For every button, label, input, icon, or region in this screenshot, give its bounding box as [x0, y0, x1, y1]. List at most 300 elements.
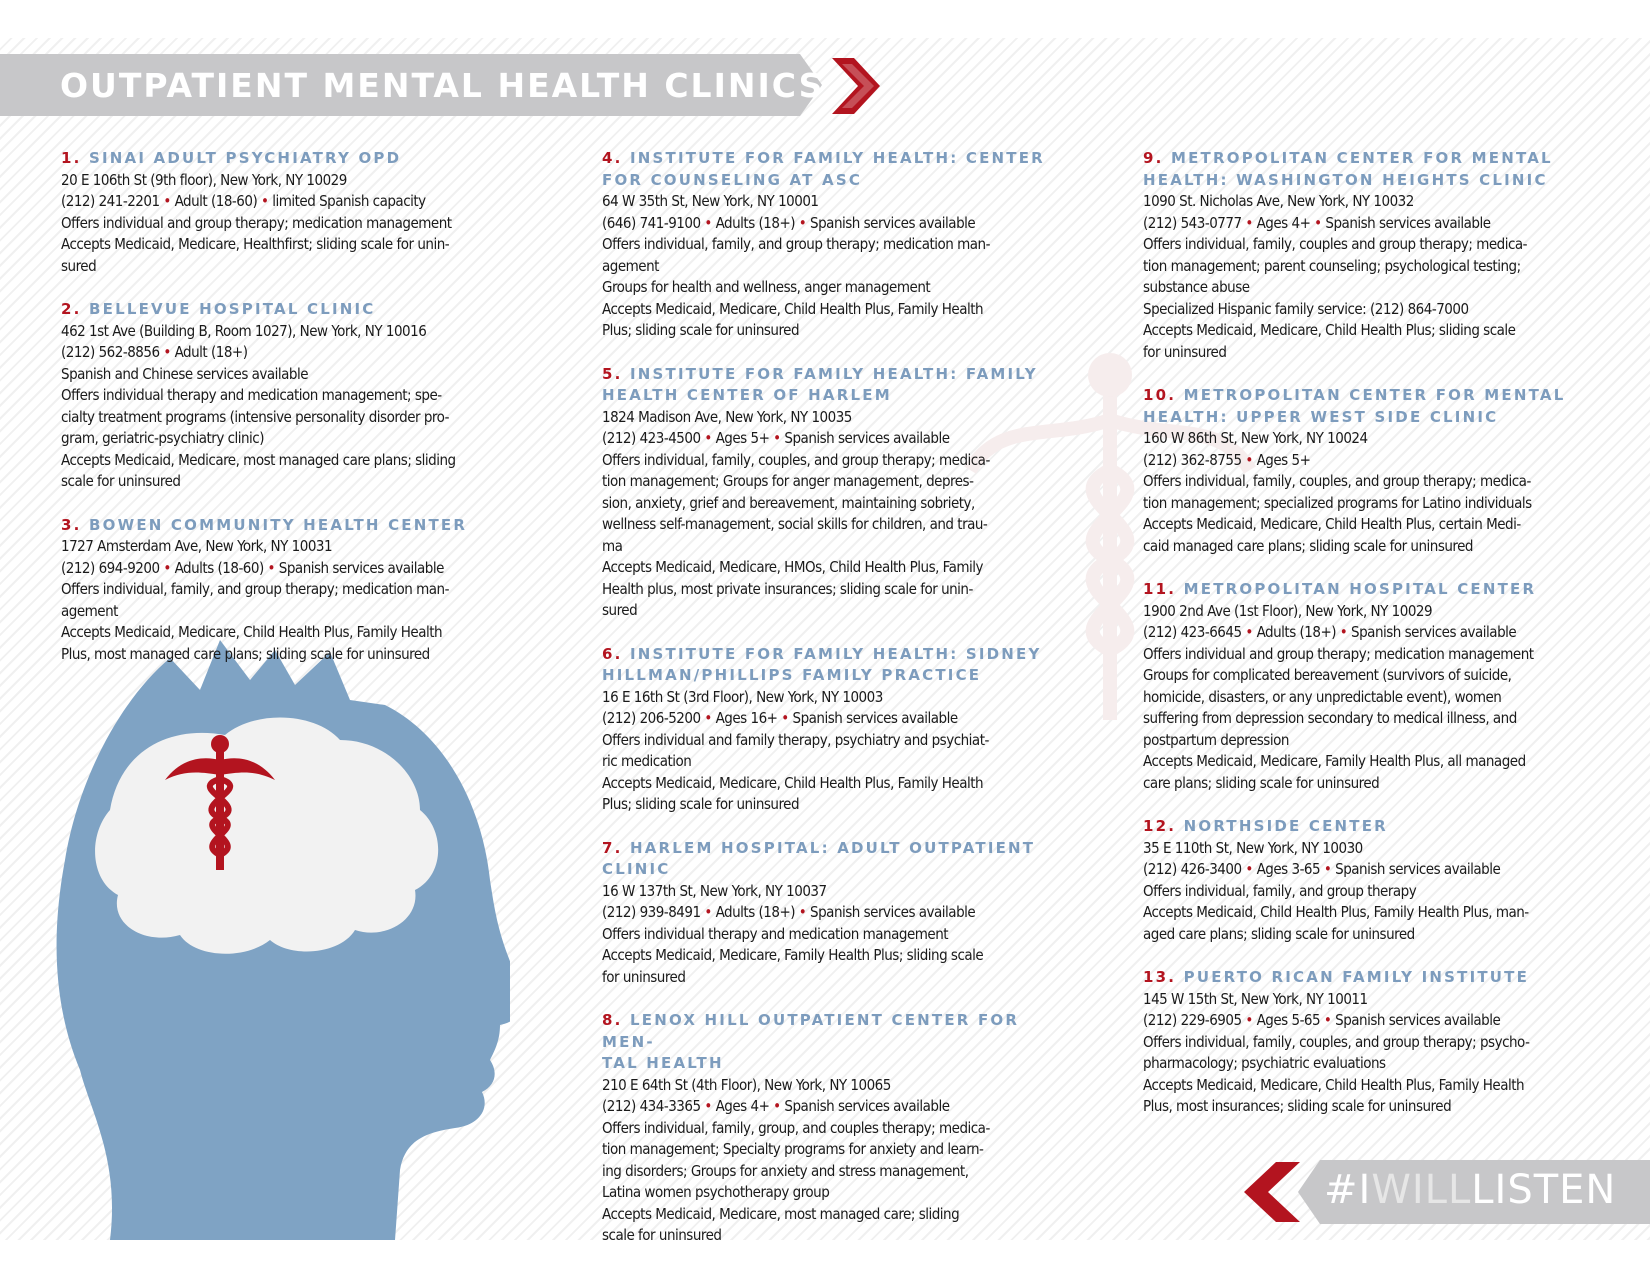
detail-text: 64 W 35th St, New York, NY 10001 — [602, 192, 819, 210]
detail-text: Ages 5-65 — [1256, 1011, 1321, 1029]
clinic-detail-line — [602, 1161, 1068, 1183]
detail-text: Accepts Medicaid, Medicare, HMOs, Child Health Plus, Family — [602, 558, 983, 576]
clinic-detail-line — [602, 1182, 1068, 1204]
clinic-detail-line — [1143, 644, 1609, 666]
detail-text: Plus; sliding scale for uninsured — [602, 795, 800, 813]
bullet-separator: • — [159, 192, 175, 210]
clinic-detail-line — [1143, 450, 1609, 472]
chevron-right-icon — [832, 58, 882, 114]
clinic-name-text: HARLEM HOSPITAL: ADULT OUTPATIENT — [629, 838, 1036, 857]
clinic-detail-line — [602, 1139, 1068, 1161]
detail-text: Accepts Medicaid, Medicare, most managed care plans; sliding — [61, 450, 456, 469]
clinic-name — [602, 665, 1068, 687]
detail-text: scale for uninsured — [602, 1226, 722, 1244]
detail-text: care plans; sliding scale for uninsured — [1143, 773, 1380, 792]
clinic-number: 13. — [1143, 968, 1177, 986]
clinic-detail-line — [61, 428, 527, 450]
detail-text: 1824 Madison Ave, New York, NY 10035 — [602, 407, 852, 426]
bullet-separator: • — [159, 558, 175, 577]
clinic-number: 8. — [602, 1011, 623, 1029]
clinic-detail-line — [61, 622, 527, 644]
detail-text: Offers individual, family, couples, and group therapy; medica- — [602, 450, 990, 469]
bullet-separator: • — [700, 213, 716, 232]
detail-text: sured — [602, 601, 638, 619]
clinic-detail-line — [61, 644, 527, 666]
clinic-entry — [602, 364, 1068, 622]
clinic-detail-line — [602, 794, 1068, 816]
clinic-name-text: HILLMAN/PHILLIPS FAMILY PRACTICE — [602, 666, 982, 684]
detail-text: 20 E 106th St (9th floor), New York, NY 10029 — [61, 170, 347, 189]
detail-text: Offers individual, family, and group therapy; medication man- — [61, 580, 449, 598]
clinic-detail-line — [602, 773, 1068, 795]
clinic-name-text: HEALTH: WASHINGTON HEIGHTS CLINIC — [1143, 170, 1548, 189]
detail-text: 160 W 86th St, New York, NY 10024 — [1143, 429, 1368, 447]
clinic-detail-line — [61, 601, 527, 623]
detail-text: cialty treatment programs (intensive personality disorder pro- — [61, 407, 450, 426]
clinic-detail-line — [1143, 536, 1609, 558]
clinic-name — [602, 838, 1068, 860]
clinic-detail-line — [602, 256, 1068, 278]
clinic-name-text: HEALTH: UPPER WEST SIDE CLINIC — [1143, 407, 1499, 426]
clinic-detail-line — [61, 191, 527, 213]
clinic-detail-line — [1143, 989, 1609, 1011]
detail-text: Ages 4+ — [1256, 213, 1311, 232]
clinic-detail-line — [1143, 708, 1609, 730]
clinic-detail-line — [61, 407, 527, 429]
clinic-name-text: BOWEN COMMUNITY HEALTH CENTER — [88, 515, 468, 534]
detail-text: suffering from depression secondary to medical illness, and — [1143, 709, 1517, 727]
detail-text: homicide, disasters, or any unpredictable event), women — [1143, 687, 1502, 706]
clinic-name-text: PUERTO RICAN FAMILY INSTITUTE — [1183, 968, 1530, 986]
bullet-separator: • — [1241, 1011, 1257, 1029]
clinic-detail-line — [61, 234, 527, 256]
detail-text: Accepts Medicaid, Medicare, Child Health Plus, Family Health — [602, 773, 984, 792]
detail-text: Specialized Hispanic family service: (212) 864-7000 — [1143, 299, 1469, 318]
clinic-name-text: TAL HEALTH — [602, 1054, 724, 1072]
detail-text: (212) 543-0777 — [1143, 213, 1242, 232]
clinic-name-text: HEALTH CENTER OF HARLEM — [602, 386, 892, 404]
bullet-separator: • — [777, 709, 793, 727]
clinic-number: 9. — [1143, 149, 1164, 167]
detail-text: Spanish services available — [784, 429, 950, 447]
clinic-detail-line — [602, 1075, 1068, 1097]
column-3 — [1143, 148, 1609, 1140]
clinic-detail-line — [602, 751, 1068, 773]
clinic-detail-line — [602, 320, 1068, 342]
detail-text: 16 W 137th St, New York, NY 10037 — [602, 881, 827, 900]
clinic-detail-line — [602, 277, 1068, 299]
clinic-detail-line — [61, 342, 527, 364]
clinic-detail-line — [1143, 1096, 1609, 1118]
bullet-separator: • — [261, 192, 273, 210]
detail-text: Spanish and Chinese services available — [61, 364, 309, 383]
bullet-separator: • — [700, 1097, 716, 1115]
detail-text: Offers individual therapy and medication management — [602, 924, 949, 943]
clinic-name — [61, 148, 527, 170]
detail-text: (212) 241-2201 — [61, 192, 160, 210]
footer-hashtag — [1240, 1158, 1650, 1226]
detail-text: (212) 562-8856 — [61, 343, 160, 361]
clinic-entry — [1143, 967, 1609, 1118]
bullet-separator: • — [1241, 860, 1257, 878]
clinic-detail-line — [1143, 1075, 1609, 1097]
clinic-detail-line — [602, 967, 1068, 989]
clinic-detail-line — [1143, 1032, 1609, 1054]
detail-text: Offers individual, family, couples and group therapy; medica- — [1143, 235, 1528, 253]
clinic-detail-line — [1143, 687, 1609, 709]
detail-text: Adults (18+) — [715, 903, 796, 921]
detail-text: Spanish services available — [278, 558, 444, 577]
clinic-detail-line — [602, 234, 1068, 256]
column-1 — [61, 148, 527, 687]
clinic-detail-line — [61, 364, 527, 386]
clinic-name-text: METROPOLITAN HOSPITAL CENTER — [1183, 580, 1537, 598]
clinic-detail-line — [1143, 859, 1609, 881]
clinic-name — [602, 1010, 1068, 1053]
detail-text: Offers individual, family, couples, and group therapy; psycho- — [1143, 1032, 1530, 1051]
detail-text: Offers individual, family, and group therapy — [1143, 881, 1417, 900]
clinic-entry — [61, 515, 527, 666]
detail-text: (212) 229-6905 — [1143, 1011, 1242, 1029]
clinic-name-text: FOR COUNSELING AT ASC — [602, 170, 863, 189]
clinic-detail-line — [61, 536, 527, 558]
clinic-number: 7. — [602, 838, 623, 857]
detail-text: Adult (18+) — [174, 343, 248, 361]
detail-text: Spanish services available — [810, 903, 976, 921]
detail-text: Offers individual and group therapy; medication management — [61, 213, 452, 232]
clinic-name-text: CLINIC — [602, 860, 671, 878]
clinic-detail-line — [602, 213, 1068, 235]
clinic-name — [602, 148, 1068, 170]
detail-text: Ages 5+ — [715, 429, 770, 447]
clinic-detail-line — [61, 170, 527, 192]
clinic-detail-line — [61, 256, 527, 278]
bullet-separator: • — [700, 903, 716, 921]
clinic-detail-line — [1143, 471, 1609, 493]
detail-text: 1727 Amsterdam Ave, New York, NY 10031 — [61, 537, 333, 555]
clinic-detail-line — [1143, 191, 1609, 213]
detail-text: Ages 3-65 — [1256, 860, 1321, 878]
clinic-name — [61, 515, 527, 537]
detail-text: Adults (18+) — [715, 213, 796, 232]
clinic-number: 11. — [1143, 580, 1177, 598]
bullet-separator: • — [1241, 623, 1257, 641]
detail-text: Spanish services available — [810, 213, 976, 232]
clinic-detail-line — [602, 1096, 1068, 1118]
detail-text: Accepts Medicaid, Medicare, Child Health Plus; sliding scale — [1143, 321, 1516, 339]
clinic-detail-line — [1143, 730, 1609, 752]
clinic-name — [602, 859, 1068, 881]
clinic-detail-line — [61, 450, 527, 472]
clinic-entry — [1143, 579, 1609, 794]
clinic-detail-line — [1143, 428, 1609, 450]
clinic-number: 10. — [1143, 386, 1177, 404]
clinic-detail-line — [602, 902, 1068, 924]
detail-text: for uninsured — [602, 967, 686, 986]
detail-text: Plus, most managed care plans; sliding scale for uninsured — [61, 644, 430, 663]
clinic-name — [602, 644, 1068, 666]
clinic-detail-line — [1143, 342, 1609, 364]
clinic-detail-line — [1143, 514, 1609, 536]
detail-text: (212) 206-5200 — [602, 709, 701, 727]
clinic-entry — [602, 1010, 1068, 1247]
clinic-detail-line — [1143, 299, 1609, 321]
bullet-separator: • — [700, 709, 716, 727]
detail-text: Accepts Medicaid, Medicare, Child Health Plus, Family Health — [61, 623, 443, 641]
clinic-name — [1143, 407, 1609, 429]
detail-text: Accepts Medicaid, Medicare, Child Health Plus, certain Medi- — [1143, 515, 1521, 533]
detail-text: Health plus, most private insurances; sliding scale for unin- — [602, 579, 973, 598]
clinic-name — [602, 364, 1068, 386]
detail-text: Offers individual, family, group, and couples therapy; medica- — [602, 1118, 990, 1137]
detail-text: Spanish services available — [1335, 1011, 1501, 1029]
detail-text: (212) 423-4500 — [602, 429, 701, 447]
bullet-separator: • — [700, 429, 716, 447]
detail-text: agement — [61, 601, 118, 620]
clinic-name — [1143, 385, 1609, 407]
column-2 — [602, 148, 1068, 1269]
clinic-detail-line — [602, 299, 1068, 321]
detail-text: Spanish services available — [1335, 860, 1501, 878]
clinic-detail-line — [602, 881, 1068, 903]
bullet-separator: • — [263, 558, 279, 577]
clinic-entry — [1143, 816, 1609, 945]
clinic-detail-line — [602, 924, 1068, 946]
detail-text: tion management; Specialty programs for anxiety and learn- — [602, 1140, 984, 1158]
clinic-name — [1143, 170, 1609, 192]
clinic-detail-line — [1143, 751, 1609, 773]
clinic-detail-line — [602, 514, 1068, 536]
detail-text: Accepts Medicaid, Medicare, Child Health Plus, Family Health — [1143, 1075, 1525, 1094]
clinic-name — [602, 170, 1068, 192]
clinic-name-text: INSTITUTE FOR FAMILY HEALTH: SIDNEY — [629, 644, 1042, 663]
bullet-separator: • — [1320, 1011, 1336, 1029]
detail-text: (212) 694-9200 — [61, 558, 160, 577]
clinic-name-text: LENOX HILL OUTPATIENT CENTER FOR MEN- — [602, 1011, 1020, 1051]
clinic-entry — [1143, 385, 1609, 557]
bullet-separator: • — [159, 343, 175, 361]
top-margin — [0, 0, 1650, 38]
detail-text: Ages 4+ — [715, 1097, 770, 1115]
detail-text: 35 E 110th St, New York, NY 10030 — [1143, 838, 1363, 857]
detail-text: Accepts Medicaid, Medicare, Family Health Plus; sliding scale — [602, 946, 984, 964]
clinic-name-text: METROPOLITAN CENTER FOR MENTAL — [1170, 149, 1553, 167]
clinic-detail-line — [1143, 773, 1609, 795]
clinic-detail-line — [1143, 601, 1609, 623]
detail-text: Adults (18-60) — [174, 558, 264, 577]
detail-text: Accepts Medicaid, Medicare, Healthfirst; sliding scale for unin- — [61, 235, 450, 253]
detail-text: Ages 5+ — [1256, 450, 1311, 469]
detail-text: tion management; Groups for anger management, depres- — [602, 472, 974, 490]
detail-text: gram, geriatric-psychiatry clinic) — [61, 429, 264, 447]
detail-text: Spanish services available — [792, 709, 958, 727]
bullet-separator: • — [1336, 623, 1352, 641]
clinic-detail-line — [602, 471, 1068, 493]
clinic-detail-line — [602, 407, 1068, 429]
clinic-number: 3. — [61, 515, 82, 534]
detail-text: Accepts Medicaid, Medicare, most managed care; sliding — [602, 1204, 960, 1223]
detail-text: aged care plans; sliding scale for uninsured — [1143, 924, 1415, 943]
detail-text: Spanish services available — [1351, 623, 1517, 641]
clinic-detail-line — [602, 450, 1068, 472]
clinic-name-text: INSTITUTE FOR FAMILY HEALTH: FAMILY — [629, 364, 1038, 383]
clinic-number: 1. — [61, 149, 82, 167]
detail-text: limited Spanish capacity — [272, 192, 426, 210]
clinic-number: 2. — [61, 300, 82, 318]
detail-text: (212) 434-3365 — [602, 1097, 701, 1115]
clinic-detail-line — [61, 385, 527, 407]
detail-text: Offers individual and family therapy, psychiatry and psychiat- — [602, 730, 989, 749]
chevron-left-icon — [1240, 1158, 1300, 1226]
bullet-separator: • — [1320, 860, 1336, 878]
clinic-name — [61, 299, 527, 321]
bullet-separator: • — [1241, 213, 1257, 232]
detail-text: Groups for complicated bereavement (survivors of suicide, — [1143, 666, 1512, 684]
detail-text: Offers individual, family, couples, and group therapy; medica- — [1143, 472, 1531, 490]
detail-text: Adults (18+) — [1256, 623, 1337, 641]
clinic-name-text: NORTHSIDE CENTER — [1183, 817, 1388, 835]
clinic-name — [1143, 579, 1609, 601]
clinic-detail-line — [602, 493, 1068, 515]
clinic-detail-line — [602, 579, 1068, 601]
page-title: OUTPATIENT MENTAL HEALTH CLINICS — [60, 66, 825, 105]
clinic-detail-line — [1143, 277, 1609, 299]
clinic-detail-line — [602, 1118, 1068, 1140]
clinic-name — [602, 1053, 1068, 1075]
detail-text: (212) 939-8491 — [602, 903, 701, 921]
clinic-detail-line — [602, 1225, 1068, 1247]
clinic-detail-line — [602, 708, 1068, 730]
hashtag-text: #IWILLLISTEN — [1324, 1167, 1617, 1213]
detail-text: ing disorders; Groups for anxiety and stress management, — [602, 1161, 969, 1180]
clinic-entry — [61, 148, 527, 277]
detail-text: Spanish services available — [784, 1097, 950, 1115]
clinic-detail-line — [602, 945, 1068, 967]
clinic-detail-line — [61, 558, 527, 580]
detail-text: ma — [602, 536, 623, 555]
clinic-detail-line — [602, 687, 1068, 709]
detail-text: scale for uninsured — [61, 472, 181, 490]
detail-text: for uninsured — [1143, 342, 1227, 361]
clinic-detail-line — [1143, 234, 1609, 256]
detail-text: tion management; parent counseling; psychological testing; — [1143, 256, 1521, 275]
clinic-detail-line — [1143, 838, 1609, 860]
clinic-detail-line — [602, 191, 1068, 213]
detail-text: Plus, most insurances; sliding scale for uninsured — [1143, 1097, 1452, 1115]
detail-text: 145 W 15th St, New York, NY 10011 — [1143, 989, 1368, 1008]
clinic-detail-line — [61, 579, 527, 601]
clinic-detail-line — [1143, 213, 1609, 235]
detail-text: wellness self-management, social skills for children, and trau- — [602, 515, 988, 533]
clinic-detail-line — [1143, 924, 1609, 946]
clinic-detail-line — [1143, 320, 1609, 342]
clinic-number: 4. — [602, 149, 623, 167]
detail-text: postpartum depression — [1143, 730, 1289, 749]
detail-text: Offers individual therapy and medication management; spe- — [61, 386, 442, 404]
page-banner — [0, 54, 880, 116]
detail-text: Latina women psychotherapy group — [602, 1183, 830, 1201]
bullet-separator: • — [769, 1097, 785, 1115]
clinic-detail-line — [602, 1204, 1068, 1226]
clinic-name-text: INSTITUTE FOR FAMILY HEALTH: CENTER — [629, 149, 1045, 167]
detail-text: (212) 423-6645 — [1143, 623, 1242, 641]
clinic-entry — [602, 838, 1068, 989]
clinic-name-text: BELLEVUE HOSPITAL CLINIC — [88, 300, 376, 318]
clinic-detail-line — [1143, 881, 1609, 903]
clinic-number: 12. — [1143, 817, 1177, 835]
detail-text: agement — [602, 256, 659, 275]
clinic-number: 5. — [602, 364, 623, 383]
detail-text: Plus; sliding scale for uninsured — [602, 321, 800, 339]
clinic-entry — [602, 148, 1068, 342]
clinic-detail-line — [61, 321, 527, 343]
clinic-detail-line — [1143, 493, 1609, 515]
detail-text: tion management; specialized programs for Latino individuals — [1143, 493, 1532, 512]
clinic-entry — [1143, 148, 1609, 363]
detail-text: (212) 362-8755 — [1143, 450, 1246, 469]
clinic-detail-line — [1143, 1010, 1609, 1032]
detail-text: Offers individual and group therapy; medication management — [1143, 644, 1534, 663]
detail-text: (212) 426-3400 — [1143, 860, 1242, 878]
head-illustration — [50, 640, 510, 1240]
clinic-name — [1143, 148, 1609, 170]
clinic-entry — [602, 644, 1068, 816]
clinic-detail-line — [602, 600, 1068, 622]
clinic-name — [602, 385, 1068, 407]
clinic-number: 6. — [602, 644, 623, 663]
clinic-detail-line — [602, 428, 1068, 450]
detail-text: sured — [61, 256, 97, 275]
detail-text: 16 E 16th St (3rd Floor), New York, NY 10003 — [602, 687, 883, 706]
detail-text: caid managed care plans; sliding scale for uninsured — [1143, 536, 1474, 555]
clinic-detail-line — [1143, 902, 1609, 924]
clinic-detail-line — [1143, 256, 1609, 278]
detail-text: Offers individual, family, and group therapy; medication man- — [602, 235, 990, 253]
detail-text: pharmacology; psychiatric evaluations — [1143, 1054, 1386, 1072]
clinic-detail-line — [1143, 1053, 1609, 1075]
detail-text: sion, anxiety, grief and bereavement, maintaining sobriety, — [602, 493, 975, 512]
clinic-name — [1143, 816, 1609, 838]
clinic-detail-line — [1143, 665, 1609, 687]
bullet-separator: • — [1245, 450, 1257, 469]
bullet-separator: • — [769, 429, 785, 447]
bullet-separator: • — [795, 213, 811, 232]
detail-text: 462 1st Ave (Building B, Room 1027), New York, NY 10016 — [61, 321, 427, 340]
bullet-separator: • — [795, 903, 811, 921]
detail-text: Accepts Medicaid, Medicare, Family Health Plus, all managed — [1143, 752, 1526, 770]
detail-text: 1090 St. Nicholas Ave, New York, NY 10032 — [1143, 192, 1414, 210]
clinic-name-text: METROPOLITAN CENTER FOR MENTAL — [1183, 386, 1566, 404]
detail-text: Ages 16+ — [715, 709, 778, 727]
bullet-separator: • — [1310, 213, 1326, 232]
detail-text: Groups for health and wellness, anger management — [602, 278, 931, 296]
clinic-detail-line — [602, 557, 1068, 579]
detail-text: Accepts Medicaid, Medicare, Child Health Plus, Family Health — [602, 299, 984, 318]
clinic-entry — [61, 299, 527, 493]
detail-text: 210 E 64th St (4th Floor), New York, NY 10065 — [602, 1075, 891, 1094]
clinic-detail-line — [61, 213, 527, 235]
clinic-name — [1143, 967, 1609, 989]
detail-text: substance abuse — [1143, 278, 1250, 296]
detail-text: (646) 741-9100 — [602, 213, 701, 232]
clinic-detail-line — [1143, 622, 1609, 644]
detail-text: Accepts Medicaid, Child Health Plus, Family Health Plus, man- — [1143, 903, 1529, 921]
clinic-name-text: SINAI ADULT PSYCHIATRY OPD — [88, 149, 402, 167]
clinic-detail-line — [602, 536, 1068, 558]
detail-text: Spanish services available — [1325, 213, 1491, 232]
detail-text: Adult (18-60) — [174, 192, 261, 210]
clinic-detail-line — [61, 471, 527, 493]
